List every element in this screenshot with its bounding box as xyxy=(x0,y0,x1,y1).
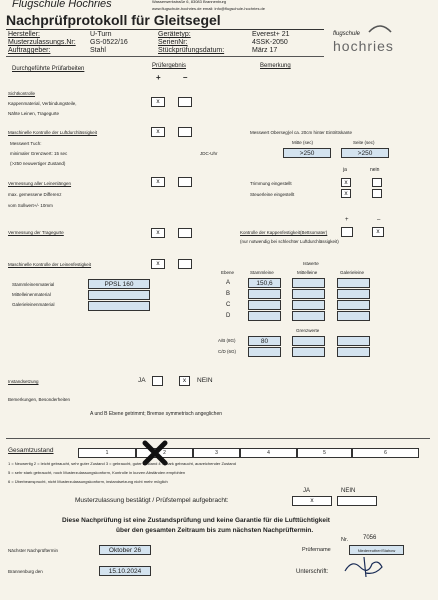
mittel-b-cell xyxy=(292,289,325,299)
mitte-label: Mitte (sec) xyxy=(292,140,314,145)
sicht-line1: Kappenmaterial, Verbindungsteile, xyxy=(8,101,77,106)
material-mittel-cell xyxy=(88,290,150,300)
muster-label: Musterzulassung bestätigt / Prüfstempel aufgebracht: xyxy=(75,497,229,504)
seite-value: >250 xyxy=(341,148,389,158)
minus-sign: – xyxy=(183,73,188,82)
level-a: A xyxy=(226,280,231,286)
grenzwerte-label: Grenzwerte xyxy=(296,328,320,333)
gal-d-cell xyxy=(337,311,370,321)
stueckpruefung-value: März 17 xyxy=(252,47,278,54)
leinen-line1: max. gemessene Differenz xyxy=(8,192,62,197)
disclaimer-line-1: Diese Nachprüfung ist eine Zustandsprüfung und keine Garantie für die Lufttüchtigkeit xyxy=(62,517,330,524)
material-row-stamm: Stammleinenmaterial xyxy=(12,282,55,287)
grenz-cd-gal-cell xyxy=(337,347,370,357)
leinen-minus-checkbox[interactable] xyxy=(178,177,192,187)
level-c: C xyxy=(226,302,231,308)
jdc-label: JDC-Uhr xyxy=(200,151,218,156)
luft-minus-checkbox[interactable] xyxy=(178,127,192,137)
leinen-title: Vermessung aller Leinenlängen xyxy=(8,181,72,186)
geraetetyp-label: Gerätetyp: xyxy=(158,31,191,38)
trimmung-nein-checkbox[interactable] xyxy=(372,178,382,187)
next-inspection-label: Nächster Nachprüftermin xyxy=(8,548,59,553)
kappe-minus-label: – xyxy=(377,217,381,223)
mittel-d-cell xyxy=(292,311,325,321)
mittelleine-label: Mittelleine xyxy=(297,270,318,275)
hersteller-label: Hersteller: xyxy=(8,31,40,38)
seriennr-value: 4SSK-2050 xyxy=(252,39,288,46)
web-line: www.flugschule-hochries.de email: info@flugschule-hochries.de xyxy=(152,6,266,11)
leinen-plus-checkbox[interactable]: x xyxy=(151,177,165,187)
gal-b-cell xyxy=(337,289,370,299)
nr-value: 7056 xyxy=(363,535,377,541)
leinen-nein-label: nein xyxy=(370,167,380,173)
material-galerie-cell xyxy=(88,301,150,311)
galerieleine-label: Galerieleine xyxy=(340,270,365,275)
instand-nein-label: NEIN xyxy=(197,377,213,384)
musterzulassung-value: GS-0522/16 xyxy=(90,39,128,46)
sicht-title: Sichtkontrolle xyxy=(8,91,36,96)
kappe-title: Kontrolle der Kappenfestigkeit(Bettsomater) xyxy=(240,230,328,235)
bemerkungen-text: A und B Ebene getrimmt; Bremse symmetrisch angeglichen xyxy=(90,411,223,417)
stammleine-label: Stammleine xyxy=(250,270,274,275)
col-result: Prüfergebnis xyxy=(152,63,187,69)
muster-nein-label: NEIN xyxy=(341,488,356,494)
musterzulassung-label: Musterzulassungs.Nr: xyxy=(8,39,76,46)
logo-main-text: hochries xyxy=(333,38,394,54)
festigkeit-title: Maschinelle Kontrolle der Leinenfestigkeit xyxy=(8,262,92,267)
gesamt-label: Gesamtzustand xyxy=(8,447,54,454)
signature-label: Unterschrift: xyxy=(296,569,329,575)
kappe-plus-checkbox[interactable] xyxy=(341,227,353,237)
rating-5-segment[interactable]: 5 xyxy=(297,448,352,458)
luft-grenz: minimaler Grenzwert: 15 sec xyxy=(10,151,68,156)
logo-wing-icon xyxy=(368,22,392,34)
company-name: Flugschule Hochries xyxy=(12,0,112,10)
luft-tuch: Messwert Tuch: xyxy=(10,141,42,146)
legend-line-1: 1 = Neuwertig 2 = leicht gebraucht, sehr guter Zustand 3 = gebraucht, guter Zustand 4 = stark gebraucht, ausreichender Zustand xyxy=(8,461,236,466)
grenz-ab-gal-cell xyxy=(337,336,370,346)
kappe-minus-checkbox[interactable]: x xyxy=(372,227,384,237)
page-title: Nachprüfprotokoll für Gleitsegel xyxy=(6,12,221,28)
steuerleine-nein-checkbox[interactable] xyxy=(372,189,382,198)
seite-label: Seite (sec) xyxy=(353,140,375,145)
gal-c-cell xyxy=(337,300,370,310)
seriennr-label: SerienNr: xyxy=(158,39,188,46)
festigkeit-minus-checkbox[interactable] xyxy=(178,259,192,269)
plus-sign: + xyxy=(156,73,161,82)
muster-ja-box[interactable]: x xyxy=(292,496,332,506)
grenz-cd-mittel-cell xyxy=(292,347,325,357)
auftraggeber-label: Auftraggeber: xyxy=(8,47,51,54)
disclaimer-line-2: über den gesamten Zeitraum bis zum nächsten Nachprüftermin. xyxy=(116,527,314,534)
sicht-minus-checkbox[interactable] xyxy=(178,97,192,107)
instand-ja-checkbox[interactable] xyxy=(152,376,163,386)
col-remark: Bemerkung xyxy=(260,63,291,69)
grenz-ab-mittel-cell xyxy=(292,336,325,346)
stamm-a-value: 150,6 xyxy=(248,278,281,288)
logo-small-text: flugschule xyxy=(333,31,361,37)
handwritten-signature xyxy=(342,555,390,579)
kappe-note: (nur notwendig bei schlechter Luftdurchlässigkeit) xyxy=(240,239,339,244)
stueckpruefung-label: Stückprüfungsdatum: xyxy=(158,47,225,54)
festigkeit-plus-checkbox[interactable]: x xyxy=(151,259,165,269)
ort-label: Brannenburg den xyxy=(8,569,43,574)
material-row-galerie: Galerieleinenmaterial xyxy=(12,302,55,307)
trimmung-ja-checkbox[interactable]: x xyxy=(341,178,351,187)
instand-nein-checkbox[interactable]: x xyxy=(179,376,190,386)
inspection-date-value: 15.10.2024 xyxy=(99,566,151,576)
rating-3-segment[interactable]: 3 xyxy=(193,448,240,458)
luft-neu: (>250 neuwertiger Zustand) xyxy=(10,161,66,166)
legend-line-3: 6 = Überbeansprucht, nicht Musterzulassungskonform, instandsetzung nicht mehr möglich xyxy=(8,479,168,484)
nr-label: Nr. xyxy=(341,537,349,543)
istwerte-label: Istwerte xyxy=(303,261,319,266)
luft-title: Maschinelle Kontrolle der Luftdurchlässigkeit xyxy=(8,130,98,135)
sicht-plus-checkbox[interactable]: x xyxy=(151,97,165,107)
auftraggeber-value: Stahl xyxy=(90,47,106,54)
grenz-cd-stamm-cell xyxy=(248,347,281,357)
ebene-label: Ebene xyxy=(221,270,235,275)
leinen-line2: vom Sollwert+/- 10mm xyxy=(8,203,53,208)
rating-6-segment[interactable]: 6 xyxy=(352,448,419,458)
mittel-c-cell xyxy=(292,300,325,310)
address-line: Wasserwerkstraße 6, 83083 Brannenburg xyxy=(152,0,227,4)
material-stamm-value: PPSL 160 xyxy=(88,279,150,289)
bemerkungen-label: Bemerkungen, Besonderheiten xyxy=(8,397,71,402)
mittel-a-cell xyxy=(292,278,325,288)
trage-plus-checkbox[interactable]: x xyxy=(151,228,165,238)
stamm-c-cell xyxy=(248,300,281,310)
pruefer-value: Niedereuther/Stahow xyxy=(349,545,404,555)
level-b: B xyxy=(226,291,231,297)
mitte-value: >250 xyxy=(283,148,331,158)
grenz-cd-label: C/D (6G) xyxy=(218,349,236,354)
stamm-b-cell xyxy=(248,289,281,299)
pruefer-label: Prüfername xyxy=(302,547,331,553)
sicht-line2: Nähte Leinen, Tragegurte xyxy=(8,111,60,116)
rating-4-segment[interactable]: 4 xyxy=(240,448,297,458)
trage-title: Vermessung der Tragegurte xyxy=(8,230,64,235)
col-performed: Durchgeführte Prüfarbeiten xyxy=(12,66,85,72)
geraetetyp-value: Everest+ 21 xyxy=(252,31,290,38)
trimmung-label: Trimmung eingestellt xyxy=(250,181,292,186)
legend-line-2: 5 = sehr stark gebraucht, noch Musterzulassungskonform, Kontrolle in kurzen Abständen empfohlen xyxy=(8,470,186,475)
gal-a-cell xyxy=(337,278,370,288)
kappe-plus-label: + xyxy=(345,217,349,223)
muster-ja-label: JA xyxy=(303,488,311,494)
grenz-ab-label: A/B (8G) xyxy=(218,338,236,343)
level-d: D xyxy=(226,313,231,319)
rating-1-segment[interactable]: 1 xyxy=(78,448,136,458)
muster-nein-box[interactable] xyxy=(337,496,377,506)
stamm-d-cell xyxy=(248,311,281,321)
instand-ja-label: JA xyxy=(138,377,146,384)
rating-2-segment[interactable]: 2 xyxy=(136,448,193,458)
next-inspection-value: Oktober 26 xyxy=(99,545,151,555)
hersteller-value: U-Turn xyxy=(90,31,112,38)
leinen-ja-label: ja xyxy=(343,167,347,173)
trage-minus-checkbox[interactable] xyxy=(178,228,192,238)
luft-messwert-line: Messwert Oberseg(el ca. 20cm hinter Eintrittskante xyxy=(250,130,353,135)
steuerleine-label: Steuerleine eingestellt xyxy=(250,192,295,197)
instand-label: Instandsetzung xyxy=(8,379,39,384)
luft-plus-checkbox[interactable]: x xyxy=(151,127,165,137)
material-row-mittel: Mittelleinenmaterial xyxy=(12,292,51,297)
steuerleine-ja-checkbox[interactable]: x xyxy=(341,189,351,198)
grenz-ab-stamm-value: 80 xyxy=(248,336,281,346)
